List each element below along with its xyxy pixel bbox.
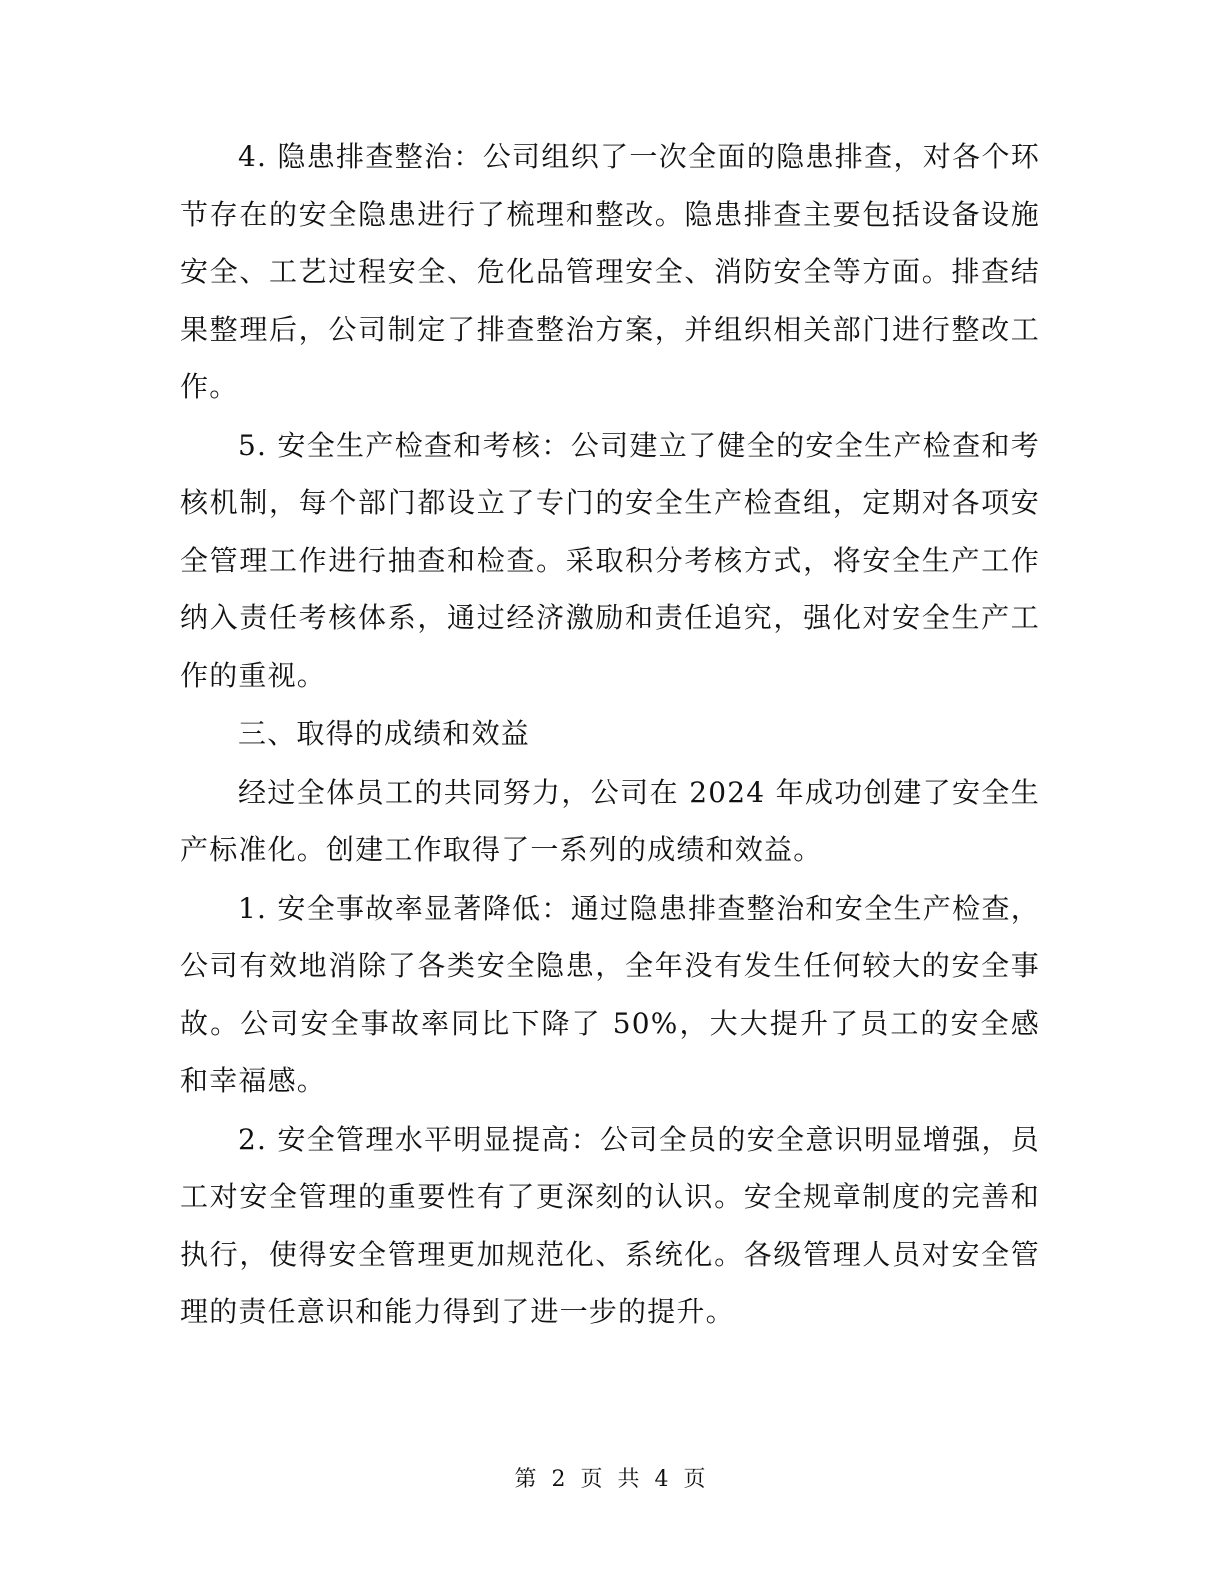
paragraph-accident-rate-reduced: 1. 安全事故率显著降低：通过隐患排查整治和安全生产检查，公司有效地消除了各类安全隐患，全年没有发生任何较大的安全事故。公司安全事故率同比下降了 50%，大大提升了员工的安全感和幸福感。 [180,891,1040,1097]
document-body [180,128,1040,1342]
paragraph-safety-inspection-assessment: 5. 安全生产检查和考核：公司建立了健全的安全生产检查和考核机制，每个部门都设立了专门的安全生产检查组，定期对各项安全管理工作进行抽查和检查。采取积分考核方式，将安全生产工作纳入责任考核体系，通过经济激励和责任追究，强化对安全生产工作的重视。 [180,428,1040,692]
paragraph-achievements-intro: 经过全体员工的共同努力，公司在 2024 年成功创建了安全生产标准化。创建工作取得了一系列的成绩和效益。 [180,775,1040,866]
page-number-footer: 第 2 页 共 4 页 [514,1467,710,1492]
paragraph-hazard-rectification: 4. 隐患排查整治：公司组织了一次全面的隐患排查，对各个环节存在的安全隐患进行了梳理和整改。隐患排查主要包括设备设施安全、工艺过程安全、危化品管理安全、消防安全等方面。排查结果整理后，公司制定了排查整治方案，并组织相关部门进行整改工作。 [180,140,1040,403]
paragraph-management-level-improved: 2. 安全管理水平明显提高：公司全员的安全意识明显增强，员工对安全管理的重要性有了更深刻的认识。安全规章制度的完善和执行，使得安全管理更加规范化、系统化。各级管理人员对安全管理的责任意识和能力得到了进一步的提升。 [180,1122,1040,1328]
section-heading-achievements: 三、取得的成绩和效益 [238,717,531,750]
